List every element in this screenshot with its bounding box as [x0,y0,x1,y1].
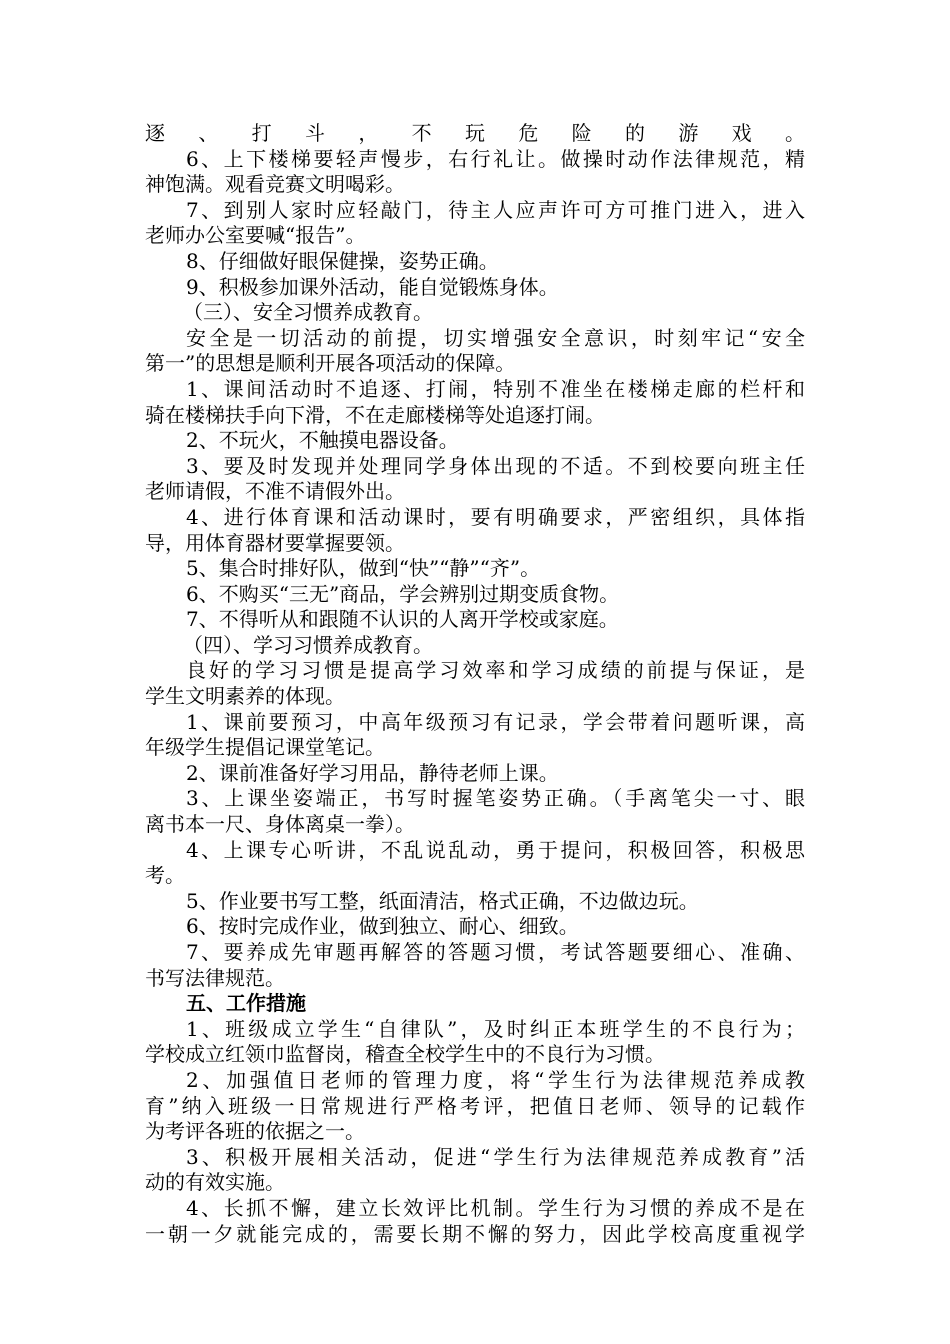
paragraph-line: 3、积极开展相关活动，促进“学生行为法律规范养成教育”活 [186,1144,805,1169]
paragraph-line: 逐、打斗，不玩危险的游戏。 [145,121,805,145]
paragraph-line: 1、课间活动时不追逐、打闹，特别不准坐在楼梯走廊的栏杆和 [186,376,805,401]
paragraph-line: 4、上课专心听讲，不乱说乱动，勇于提问，积极回答，积极思 [186,837,805,862]
paragraph-line: 老师请假，不准不请假外出。 [145,479,405,504]
list-item: 6、不购买“三无”商品，学会辨别过期变质食物。 [186,581,620,606]
list-item: 2、课前准备好学习用品，静待老师上课。 [186,760,559,785]
paragraph-line: 安全是一切活动的前提，切实增强安全意识，时刻牢记“安全 [186,325,805,350]
paragraph-line: 书写法律规范。 [145,965,285,990]
paragraph-line: 1、课前要预习，中高年级预习有记录，学会带着问题听课，高 [186,709,805,734]
paragraph-line: 第一”的思想是顺利开展各项活动的保障。 [145,351,516,376]
document-body [145,121,805,1247]
paragraph-line: 7、要养成先审题再解答的答题习惯，考试答题要细心、准确、 [186,940,805,964]
list-item: 5、作业要书写工整，纸面清洁，格式正确，不边做边玩。 [186,888,699,913]
list-item: 6、按时完成作业，做到独立、耐心、细致。 [186,914,579,939]
list-item: 7、不得听从和跟随不认识的人离开学校或家庭。 [186,607,619,632]
paragraph-line: 2、加强值日老师的管理力度，将“学生行为法律规范养成教 [186,1067,805,1092]
paragraph-line: 考。 [145,863,185,888]
paragraph-line: 学生文明素养的体现。 [145,684,345,709]
list-item: 9、积极参加课外活动，能自觉锻炼身体。 [186,274,559,299]
paragraph-line: 神饱满。观看竞赛文明喝彩。 [145,172,405,197]
paragraph-line: 一朝一夕就能完成的，需要长期不懈的努力，因此学校高度重视学 [145,1221,805,1246]
section-subheading: （四）、学习习惯养成教育。 [183,632,433,657]
paragraph-line: 导，用体育器材要掌握要领。 [145,530,405,555]
paragraph-line: 3、要及时发现并处理同学身体出现的不适。不到校要向班主任 [186,453,805,478]
section-subheading: （三）、安全习惯养成教育。 [183,300,433,325]
list-item: 8、仔细做好眼保健操，姿势正确。 [186,248,499,273]
paragraph-line: 4、进行体育课和活动课时，要有明确要求，严密组织，具体指 [186,504,805,529]
section-heading: 五、工作措施 [186,991,306,1016]
paragraph-line: 学校成立红领巾监督岗，稽查全校学生中的不良行为习惯。 [145,1042,665,1067]
paragraph-line: 7、到别人家时应轻敲门，待主人应声许可方可推门进入，进入 [186,197,805,222]
paragraph-line: 骑在楼梯扶手向下滑，不在走廊楼梯等处追逐打闹。 [145,402,605,427]
paragraph-line: 3、上课坐姿端正，书写时握笔姿势正确。（手离笔尖一寸、眼 [186,786,805,811]
paragraph-line: 年级学生提倡记课堂笔记。 [145,735,385,760]
paragraph-line: 良好的学习习惯是提高学习效率和学习成绩的前提与保证，是 [186,658,805,683]
list-item: 5、集合时排好队，做到“快”“静”“齐”。 [186,556,541,581]
paragraph-line: 离书本一尺、身体离桌一拳）。 [145,812,415,837]
list-item: 2、不玩火，不触摸电器设备。 [186,428,459,453]
paragraph-line: 老师办公室要喊“报告”。 [145,223,366,248]
paragraph-line: 为考评各班的依据之一。 [145,1119,365,1144]
paragraph-line: 动的有效实施。 [145,1170,285,1195]
paragraph-line: 4、长抓不懈，建立长效评比机制。学生行为习惯的养成不是在 [186,1195,805,1220]
paragraph-line: 1、班级成立学生“自律队”，及时纠正本班学生的不良行为； [186,1016,805,1041]
paragraph-line: 6、上下楼梯要轻声慢步，右行礼让。做操时动作法律规范，精 [186,146,805,171]
paragraph-line: 育”纳入班级一日常规进行严格考评，把值日老师、领导的记载作 [145,1093,805,1118]
